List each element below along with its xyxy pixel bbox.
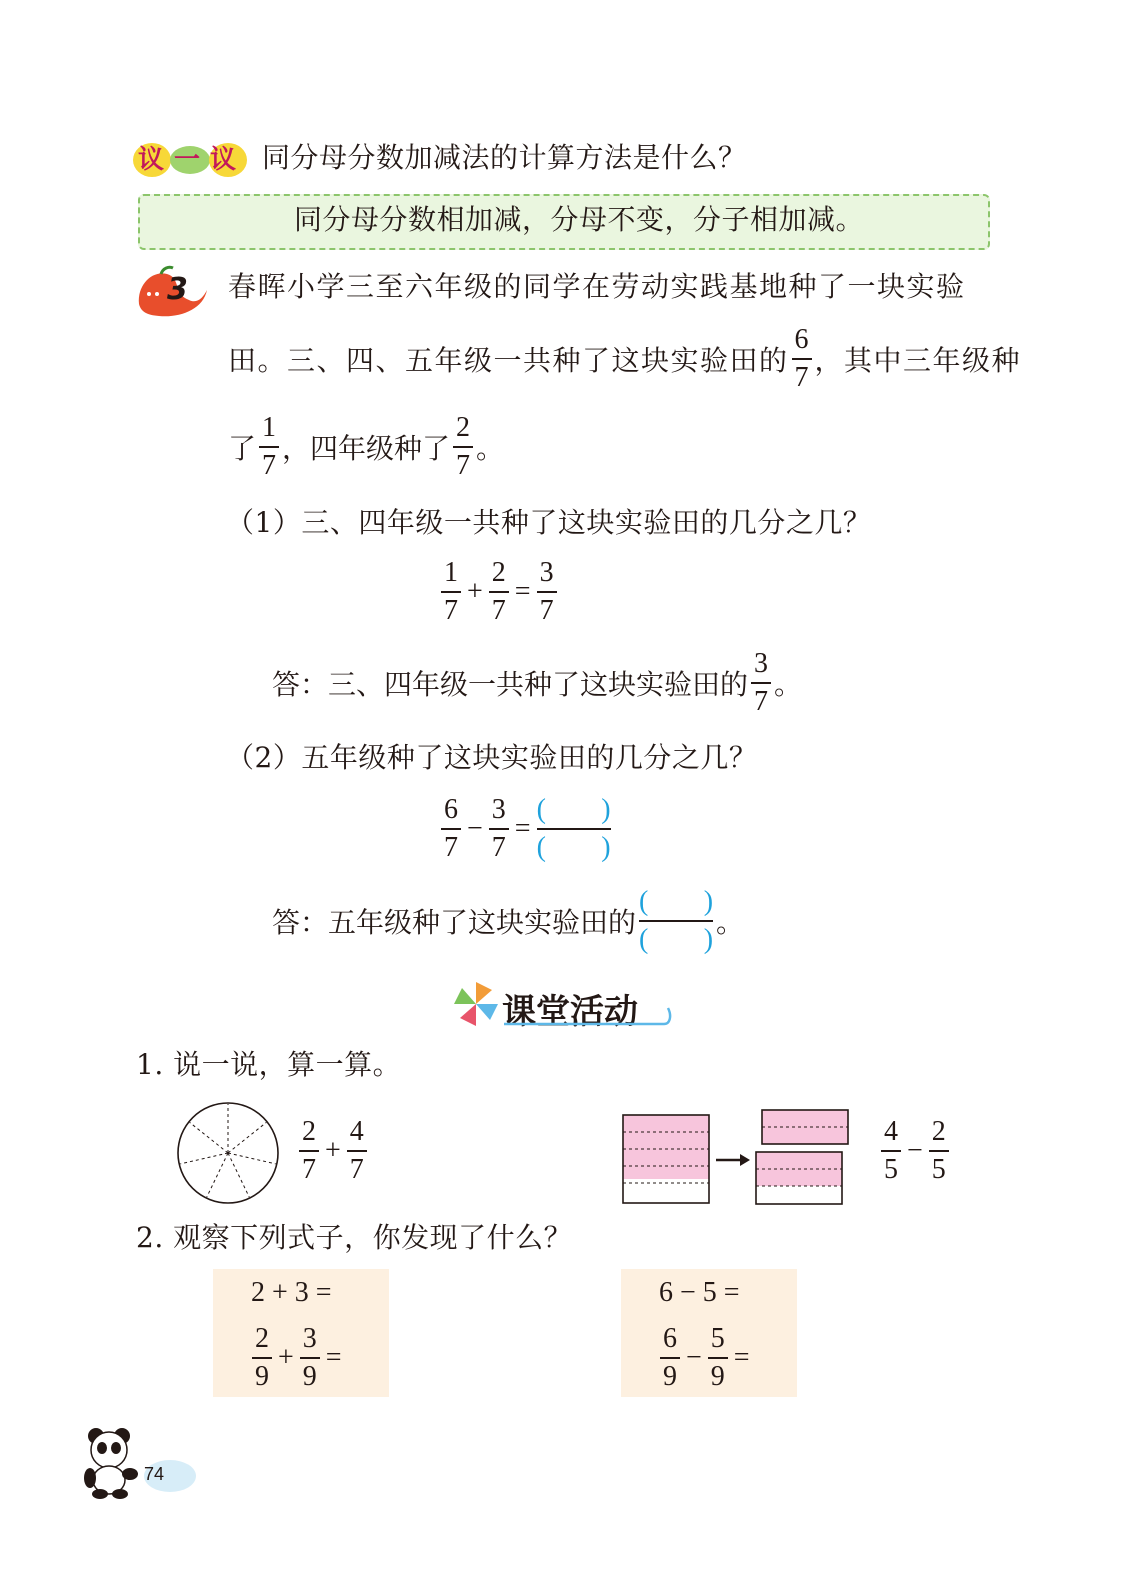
activity-title: 课堂活动 bbox=[502, 992, 638, 1032]
example-fraction-6-7: $\frac{6}{7}$ bbox=[792, 322, 812, 396]
circle-radius-line bbox=[228, 1153, 249, 1197]
discuss-question: 同分母分数加减法的计算方法是什么？ bbox=[262, 141, 747, 174]
example-line3 bbox=[228, 410, 504, 484]
example-fraction-1-7: $\frac{1}{7}$ bbox=[259, 410, 279, 484]
activity-underline bbox=[452, 980, 672, 1030]
activity-header bbox=[452, 980, 672, 1030]
example-line2-b: ，其中三年级种 bbox=[814, 344, 1022, 377]
equation-2: $\frac{6}{7}$ − $\frac{3}{7}$ = ( ) ( ) bbox=[438, 792, 614, 866]
box2-integer-expr: 6 − 5 = bbox=[659, 1277, 740, 1308]
panda-icon bbox=[78, 1422, 198, 1502]
activity-item1-left-expr: $\frac{2}{7}$ + $\frac{4}{7}$ bbox=[296, 1114, 370, 1188]
rectangle-fifths-diagram bbox=[620, 1108, 860, 1208]
activity-item1-right-expr: $\frac{4}{5}$ − $\frac{2}{5}$ bbox=[878, 1114, 952, 1188]
discuss-answer: 同分母分数相加减，分母不变，分子相加减。 bbox=[294, 203, 865, 236]
example-line3-c: 。 bbox=[476, 432, 505, 465]
activity-item-1: 1. 说一说，算一算。 bbox=[136, 1048, 402, 1081]
answer-1: 答：三、四年级一共种了这块实验田的 $\frac{3}{7}$ 。 bbox=[272, 648, 803, 717]
question-2: （2）五年级种了这块实验田的几分之几？ bbox=[226, 741, 758, 774]
answer-2: 答：五年级种了这块实验田的 ( ) ( ) 。 bbox=[272, 884, 744, 958]
circle-radius-line bbox=[180, 1153, 228, 1164]
discuss-badge bbox=[132, 140, 248, 180]
page-number: 74 bbox=[144, 1464, 165, 1484]
example-line1: 春晖小学三至六年级的同学在劳动实践基地种了一块实验 bbox=[228, 270, 966, 303]
observation-box-1 bbox=[213, 1269, 389, 1397]
example-line3-b: ，四年级种了 bbox=[282, 432, 451, 465]
box2-fraction-expr: $\frac{6}{9}$ − $\frac{5}{9}$ = bbox=[657, 1321, 753, 1395]
answer-1-text: 答：三、四年级一共种了这块实验田的 bbox=[272, 668, 749, 701]
answer-blank-sentence[interactable]: ( ) ( ) bbox=[639, 886, 714, 955]
box1-integer-expr: 2 + 3 = bbox=[251, 1277, 332, 1308]
discuss-badge-label: 议一议 bbox=[138, 145, 247, 175]
question-1: （1）三、四年级一共种了这块实验田的几分之几？ bbox=[226, 506, 872, 539]
circle-sevenths-diagram bbox=[176, 1101, 280, 1205]
box1-fraction-expr: $\frac{2}{9}$ + $\frac{3}{9}$ = bbox=[249, 1321, 345, 1395]
example-line2-a: 田。三、四、五年级一共种了这块实验田的 bbox=[228, 344, 789, 377]
example-number-badge bbox=[133, 264, 211, 318]
example-line3-a: 了 bbox=[228, 432, 257, 465]
example-number: 3 bbox=[167, 272, 188, 307]
observation-box-2 bbox=[621, 1269, 797, 1397]
circle-radius-line bbox=[228, 1153, 276, 1164]
circle-radius-line bbox=[228, 1122, 266, 1153]
equation-1: $\frac{1}{7}$ + $\frac{2}{7}$ = $\frac{3}{7}$ bbox=[438, 555, 560, 629]
circle-radius-line bbox=[207, 1153, 228, 1197]
example-fraction-2-7: $\frac{2}{7}$ bbox=[453, 410, 473, 484]
answer-blank-equation[interactable]: ( ) ( ) bbox=[536, 794, 611, 863]
activity-item-2: 2. 观察下列式子，你发现了什么？ bbox=[136, 1221, 573, 1254]
example-line2 bbox=[228, 322, 1021, 396]
page-footer bbox=[78, 1422, 198, 1502]
answer-2-text: 答：五年级种了这块实验田的 bbox=[272, 906, 637, 939]
circle-radius-line bbox=[190, 1122, 228, 1153]
